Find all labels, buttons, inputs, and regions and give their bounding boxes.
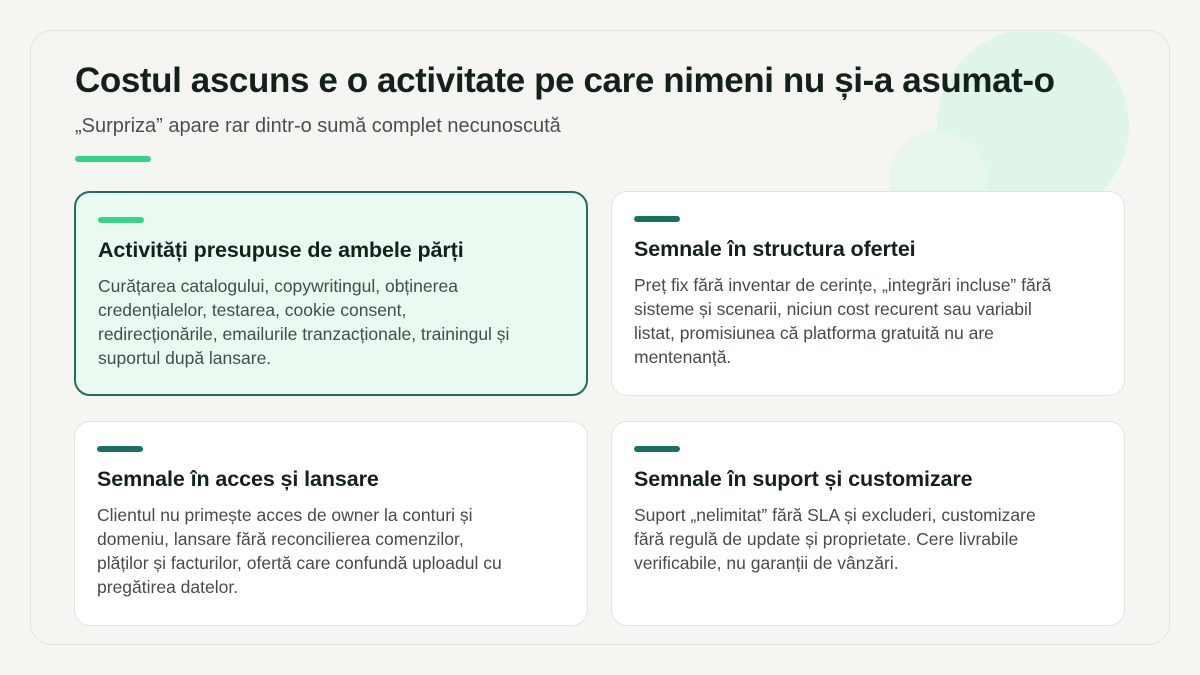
title-accent-bar [75,156,151,162]
card-body: Suport „nelimitat” fără SLA și excluderi, customizare fără regulă de update și proprietate. Cere livrabile verificabile, nu garanții de vânzări. [634,505,1036,573]
card-title: Activități presupuse de ambele părți [98,238,464,262]
card-access-launch-signals [74,421,588,626]
card-body: Clientul nu primește acces de owner la conturi și domeniu, lansare fără reconcilierea comenzilor, plăților și facturilor, ofertă care confundă uploadul cu pregătirea datelor. [97,505,502,597]
card-accent-bar [634,446,680,452]
card-assumed-activities [74,191,588,396]
card-accent-bar [97,446,143,452]
card-title: Semnale în acces și lansare [97,467,379,491]
card-offer-structure-signals [611,191,1125,396]
page-subtitle: „Surpriza” apare rar dintr-o sumă complet necunoscută [75,115,561,137]
card-accent-bar [634,216,680,222]
card-title: Semnale în structura ofertei [634,237,916,261]
card-body: Curățarea catalogului, copywritingul, obținerea credențialelor, testarea, cookie consent, redirecționările, emailurile tranzacționale, trainingul și suportul după lansare. [98,276,510,368]
card-support-customization-signals [611,421,1125,626]
card-body: Preț fix fără inventar de cerințe, „integrări incluse” fără sisteme și scenarii, niciun cost recurent sau variabil listat, promisiunea că platforma gratuită nu are mentenanță. [634,275,1052,367]
card-title: Semnale în suport și customizare [634,467,973,491]
card-accent-bar [98,217,144,223]
page-title: Costul ascuns e o activitate pe care nimeni nu și-a asumat-o [75,61,1055,100]
slide-frame [30,30,1170,645]
